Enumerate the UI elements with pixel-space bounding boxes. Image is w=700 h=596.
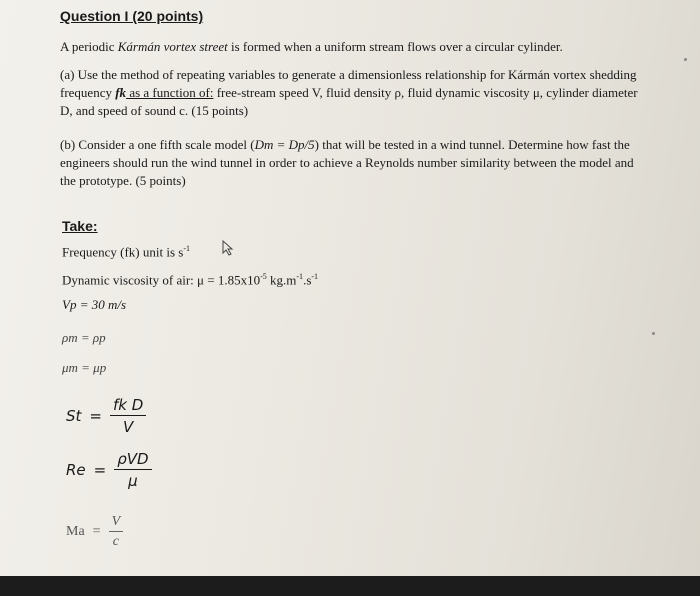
mach-lhs: Ma [66,524,85,539]
part-b-text2: ) that will be tested in a wind tunnel. Determine how fast the engineers should run the wind tunnel in order to achieve a Reynolds number similarity between the model and the prototype. (5 points) [60,137,634,188]
paper-speck [652,332,655,335]
viscosity-unit-exp1: -1 [296,272,304,281]
part-b-text1: (b) Consider a one fifth scale model ( [60,137,255,152]
strouhal-equals: = [89,407,102,425]
reynolds-equals: = [93,461,107,479]
part-a-rest: free-stream speed V, fluid density ρ, fluid dynamic viscosity μ, cylinder diameter D, and speed of sound c. (15 points) [60,85,638,118]
strouhal-fraction [110,396,146,436]
take-heading: Take: [62,218,98,234]
part-a-mid: as a function of: [126,85,214,100]
strouhal-numerator: fk D [110,396,146,416]
given-frequency [62,244,190,260]
intro-paragraph [60,38,650,56]
given-viscosity-equal: μm = μp [62,360,107,375]
part-b-paragraph [60,136,650,190]
given-velocity: Vp = 30 m/s [62,297,127,312]
viscosity-unit-exp2: -1 [311,272,319,281]
part-a-paragraph [60,66,650,120]
strouhal-denominator: V [123,418,134,436]
mach-denominator: c [112,534,119,549]
viscosity-unit-mid: .s [303,272,312,288]
part-a-fk: fk [115,85,127,100]
intro-term: Kármán vortex street [117,39,228,54]
reynolds-denominator: μ [128,472,138,490]
frequency-text: Frequency (fk) unit is s [62,244,184,260]
viscosity-unit: kg.m [266,272,297,288]
strouhal-equation [66,396,146,436]
given-viscosity [62,272,318,288]
question-title: Question I (20 points) [60,8,204,24]
mouse-cursor-icon [222,240,236,256]
strouhal-lhs: St [66,407,82,425]
mach-fraction [109,514,124,550]
viscosity-exponent: -5 [260,272,267,281]
photo-bottom-edge [0,576,700,596]
part-b-scale: Dm = Dp/5 [254,137,315,152]
reynolds-equation [66,450,152,490]
reynolds-fraction [114,450,151,490]
intro-post: is formed when a uniform stream flows over a circular cylinder. [227,39,563,54]
frequency-exponent: -1 [183,244,190,253]
given-density: ρm = ρp [62,330,106,345]
viscosity-text: Dynamic viscosity of air: μ = 1.85x10 [62,272,261,288]
reynolds-numerator: ρVD [114,450,151,470]
reynolds-lhs: Re [66,461,86,479]
mach-equals: = [92,524,101,539]
mach-numerator: V [109,514,124,532]
part-a-prefix: (a) Use the method of repeating variables to generate a dimensionless relationship for Kármán vortex shedding frequency [60,67,637,100]
intro-pre: A periodic [60,39,118,54]
mach-equation [66,514,123,550]
paper-speck [684,58,687,61]
